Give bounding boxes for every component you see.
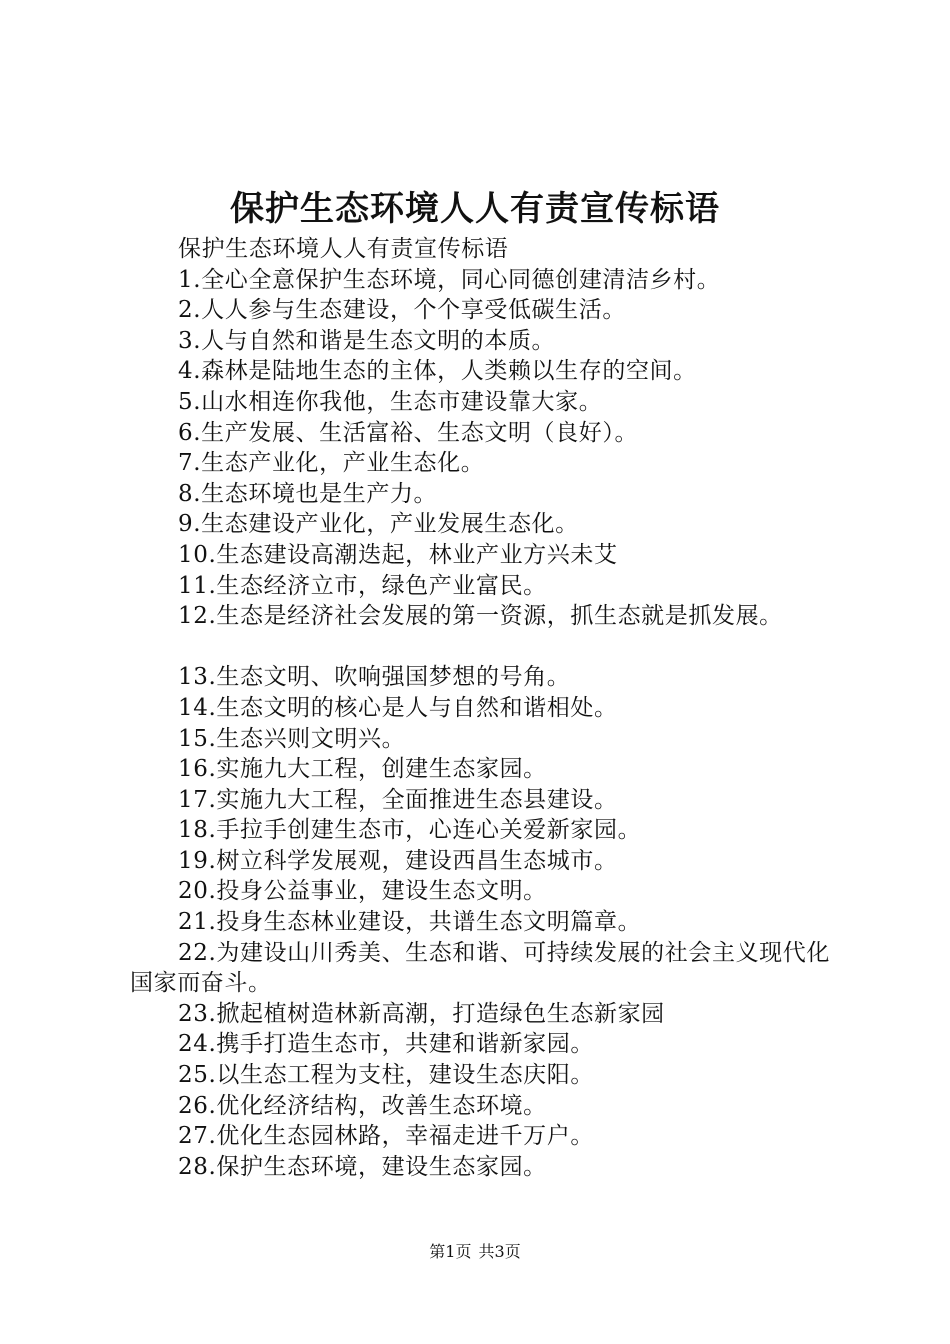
slogan-item: 25.以生态工程为支柱，建设生态庆阳。 — [178, 1062, 594, 1089]
slogan-item: 19.树立科学发展观，建设西昌生态城市。 — [178, 847, 618, 874]
slogan-item: 2.人人参与生态建设，个个享受低碳生活。 — [178, 297, 626, 324]
slogan-item: 17.实施九大工程，全面推进生态县建设。 — [178, 786, 618, 813]
page-footer — [0, 1240, 950, 1264]
slogan-item: 27.优化生态园林路，幸福走进千万户。 — [178, 1123, 594, 1150]
slogan-item: 28.保护生态环境，建设生态家园。 — [178, 1153, 547, 1180]
page-number-total: 共3页 — [478, 1242, 521, 1261]
document-title: 保护生态环境人人有责宣传标语 — [230, 189, 720, 229]
slogan-item: 10.生态建设高潮迭起，林业产业方兴未艾 — [178, 541, 618, 568]
slogan-item: 7.生态产业化，产业生态化。 — [178, 450, 485, 477]
slogan-list-part2 — [130, 662, 840, 1182]
slogan-item: 20.投身公益事业，建设生态文明。 — [178, 878, 547, 905]
slogan-item: 18.手拉手创建生态市，心连心关爱新家园。 — [178, 817, 642, 844]
slogan-item: 26.优化经济结构，改善生态环境。 — [178, 1092, 547, 1119]
paragraph-gap — [130, 632, 840, 663]
slogan-item: 21.投身生态林业建设，共谱生态文明篇章。 — [178, 909, 642, 936]
slogan-item: 22.为建设山川秀美、生态和谐、可持续发展的社会主义现代化国家而奋斗。 — [130, 939, 830, 997]
page-number-current: 第1页 — [429, 1242, 472, 1261]
slogan-item: 6.生产发展、生活富裕、生态文明（良好）。 — [178, 419, 639, 446]
slogan-item: 9.生态建设产业化，产业发展生态化。 — [178, 511, 579, 538]
slogan-item: 14.生态文明的核心是人与自然和谐相处。 — [178, 694, 618, 721]
slogan-item: 12.生态是经济社会发展的第一资源，抓生态就是抓发展。 — [178, 603, 783, 630]
slogan-item: 13.生态文明、吹响强国梦想的号角。 — [178, 664, 571, 691]
slogan-item: 23.掀起植树造林新高潮，打造绿色生态新家园 — [178, 1000, 665, 1027]
slogan-item: 8.生态环境也是生产力。 — [178, 480, 438, 507]
slogan-list-part1 — [130, 265, 840, 632]
document-body — [130, 234, 840, 1182]
slogan-item: 24.携手打造生态市，共建和谐新家园。 — [178, 1031, 594, 1058]
slogan-item: 3.人与自然和谐是生态文明的本质。 — [178, 327, 556, 354]
slogan-item: 4.森林是陆地生态的主体，人类赖以生存的空间。 — [178, 358, 697, 385]
slogan-item: 16.实施九大工程，创建生态家园。 — [178, 756, 547, 783]
slogan-item: 11.生态经济立市，绿色产业富民。 — [178, 572, 547, 599]
intro-line: 保护生态环境人人有责宣传标语 — [178, 236, 509, 262]
slogan-item: 5.山水相连你我他，生态市建设靠大家。 — [178, 388, 603, 415]
slogan-item: 1.全心全意保护生态环境，同心同德创建清洁乡村。 — [178, 266, 721, 293]
slogan-item: 15.生态兴则文明兴。 — [178, 725, 406, 752]
